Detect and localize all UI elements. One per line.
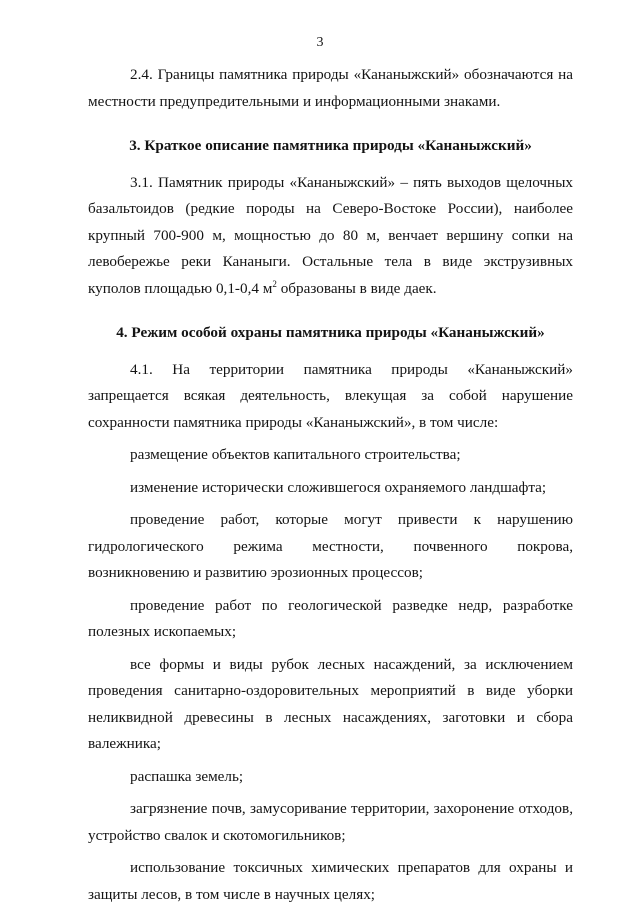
superscript-2: 2 <box>272 278 277 289</box>
list-item: использование токсичных химических препаратов для охраны и защиты лесов, в том числе в научных целях; <box>88 859 573 903</box>
paragraph-3-1-text: 3.1. Памятник природы «Кананыжский» – пять выходов щелочных базальтоидов (редкие породы на Северо-Востоке России), наиболее крупный 700-900 м, мощностью до 80 м, венчает вершину сопки на левобережье реки Кананыги. Остальные тела в виде экструзивных куполов площадью 0,1-0,4 м <box>88 173 573 297</box>
list-item: распашка земель; <box>130 767 244 785</box>
paragraph-3-1 <box>88 170 573 303</box>
paragraph-2-4: 2.4. Границы памятника природы «Кананыжский» обозначаются на местности предупредительными и информационными знаками. <box>88 66 573 110</box>
list-item: проведение работ по геологической разведке недр, разработке полезных ископаемых; <box>88 596 573 640</box>
list-item: проведение работ, которые могут привести к нарушению гидрологического режима местности, почвенного покрова, возникновению и развитию эрозионных процессов; <box>88 511 573 581</box>
paragraph-4-1: 4.1. На территории памятника природы «Кананыжский» запрещается всякая деятельность, влекущая за собой нарушение сохранности памятника природы «Кананыжский», в том числе: <box>88 360 573 431</box>
section-4-heading: 4. Режим особой охраны памятника природы «Кананыжский» <box>116 324 545 341</box>
section-3-heading: 3. Краткое описание памятника природы «Кананыжский» <box>129 137 532 154</box>
paragraph-3-1-tail: образованы в виде даек. <box>276 279 437 297</box>
list-item: все формы и виды рубок лесных насаждений, за исключением проведения санитарно-оздоровительных мероприятий в виде уборки неликвидной древесины в лесных насаждениях, заготовки и сбора валежника; <box>88 655 573 752</box>
list-item: изменение исторически сложившегося охраняемого ландшафта; <box>130 478 547 496</box>
document-body <box>88 62 573 908</box>
page-number: 3 <box>316 35 324 50</box>
list-item: размещение объектов капитального строительства; <box>130 446 461 463</box>
list-item: загрязнение почв, замусоривание территории, захоронение отходов, устройство свалок и скотомогильников; <box>88 800 573 844</box>
